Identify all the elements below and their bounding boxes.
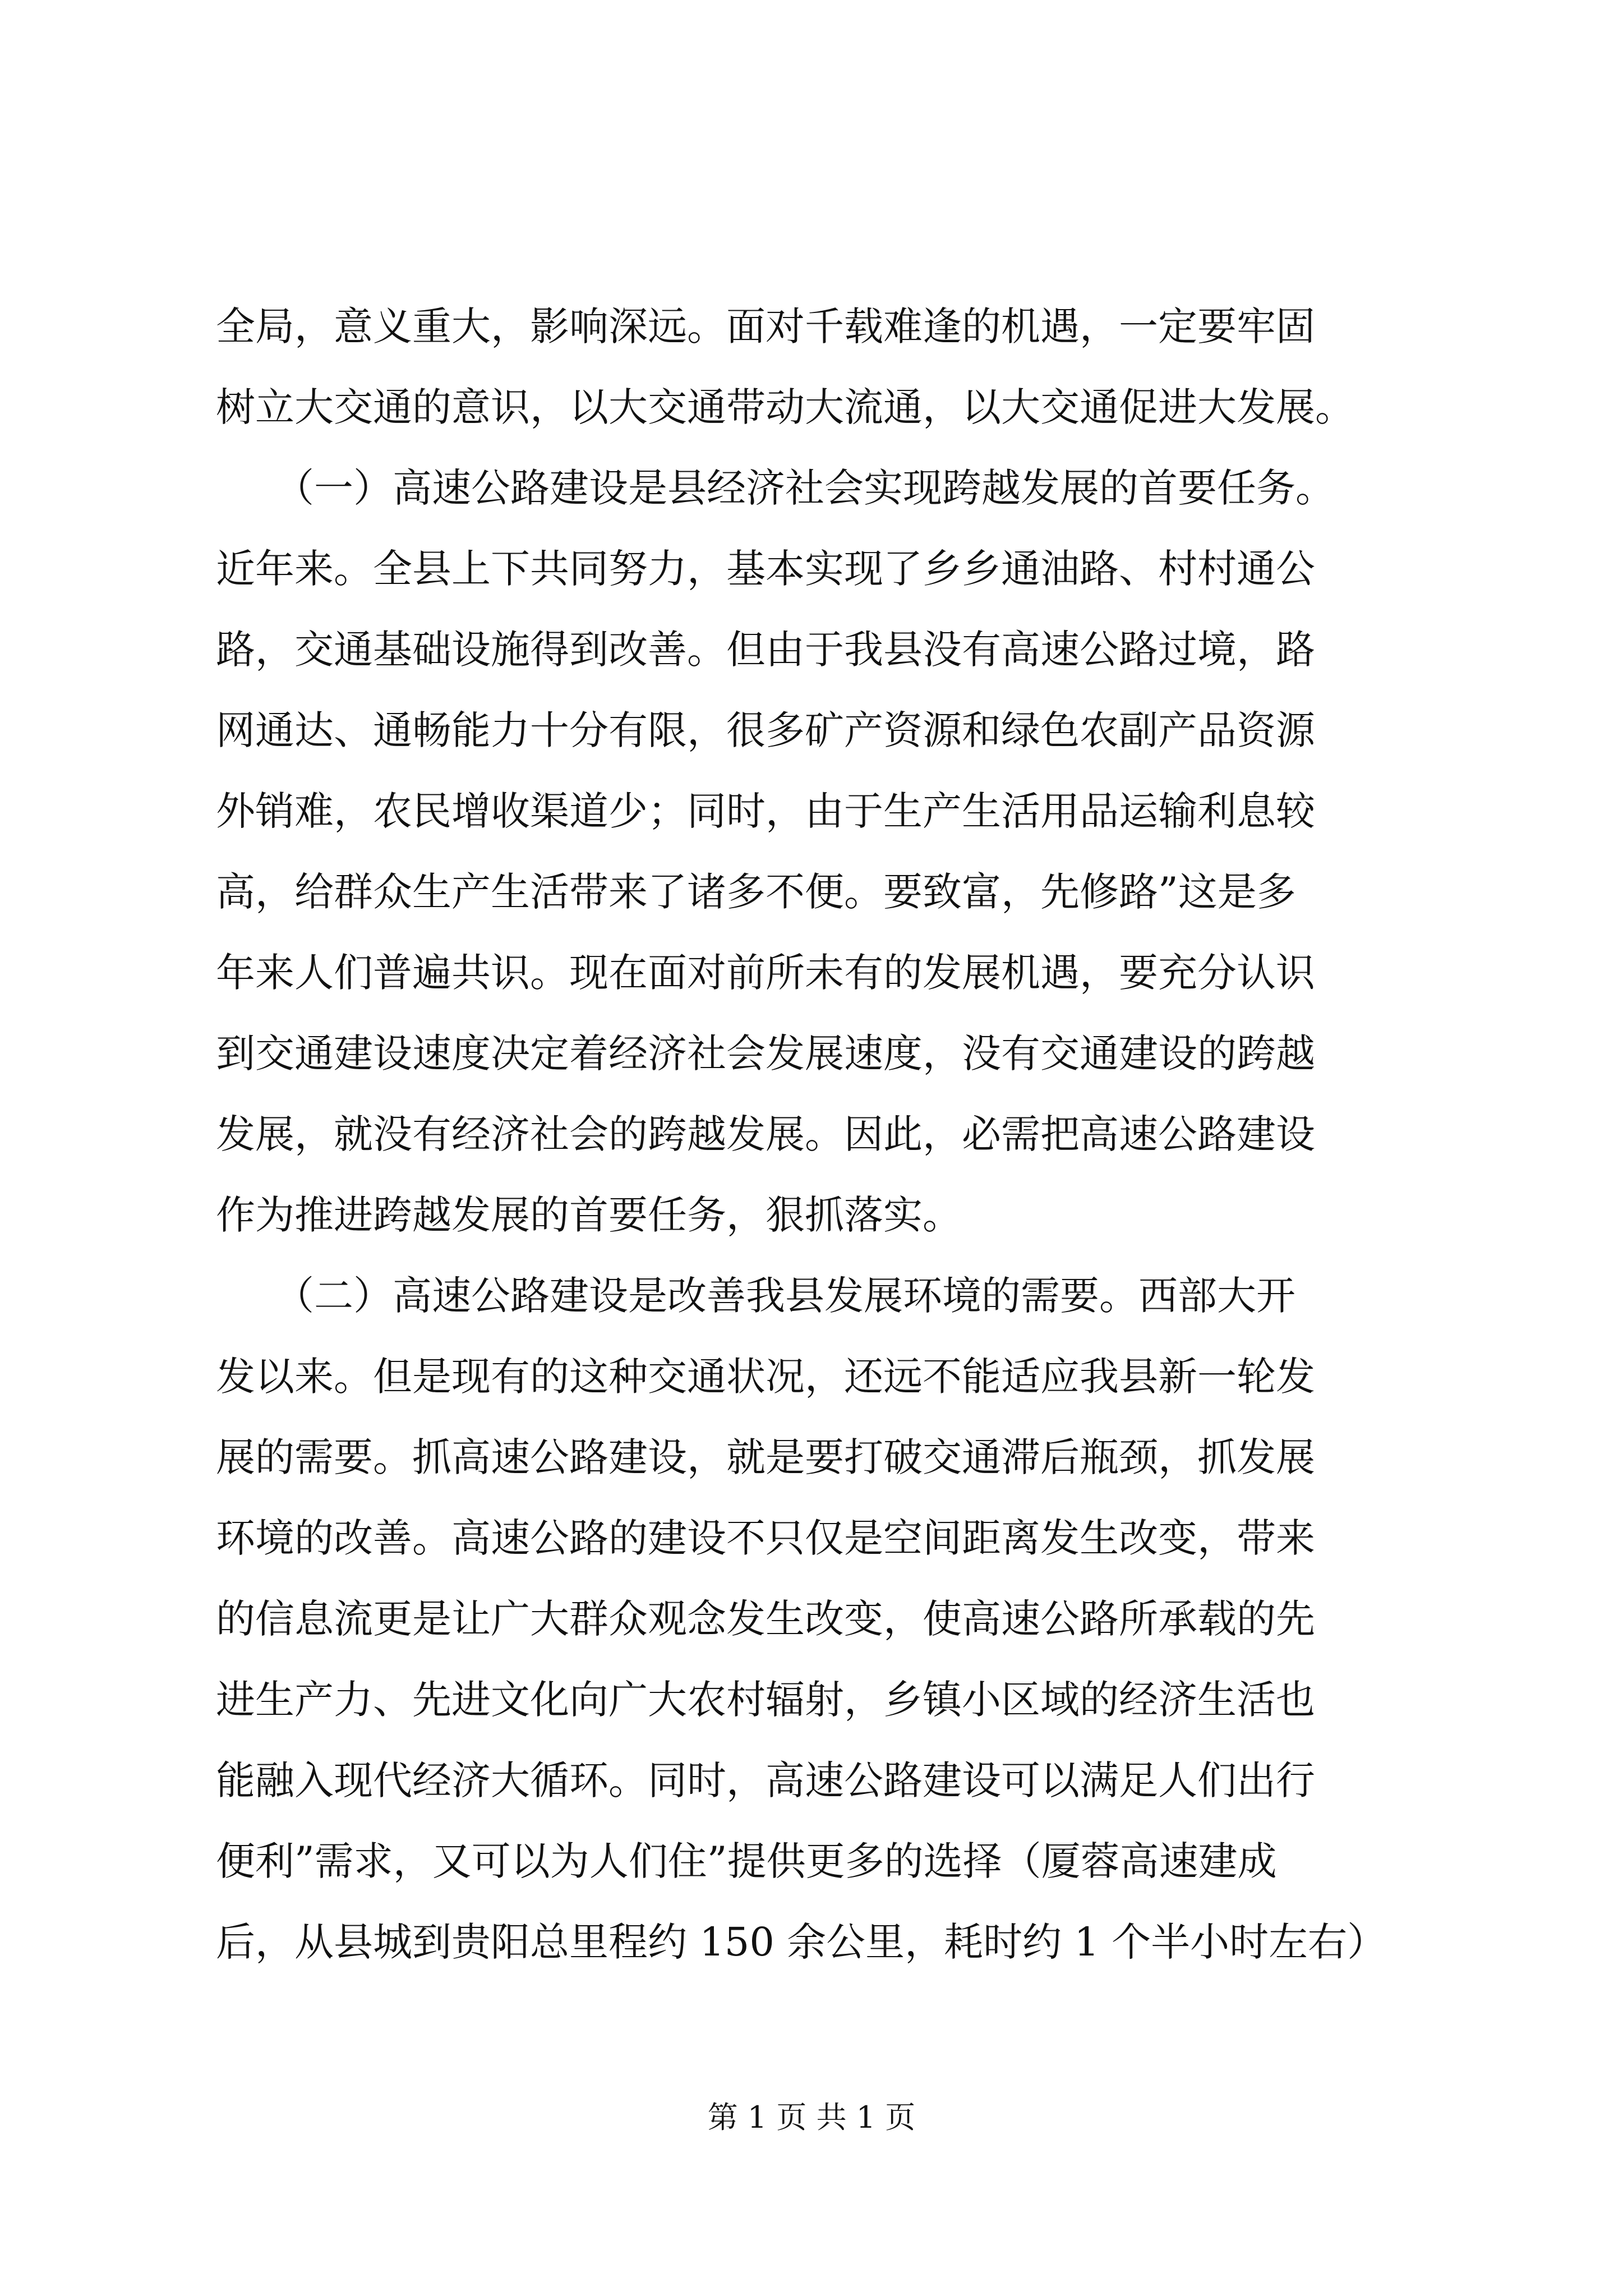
text-line: 后，从县城到贵阳总里程约 150 余公里，耗时约 1 个半小时左右） xyxy=(216,1919,1387,1965)
text-line: 作为推进跨越发展的首要任务，狠抓落实。 xyxy=(216,1192,962,1238)
text-line: 环境的改善。高速公路的建设不只仅是空间距离发生改变，带来 xyxy=(216,1515,1315,1561)
text-line: 发展，就没有经济社会的跨越发展。因此，必需把高速公路建设 xyxy=(216,1111,1315,1157)
text-line: 展的需要。抓高速公路建设，就是要打破交通滞后瓶颈，抓发展 xyxy=(216,1434,1315,1480)
text-line: 年来人们普遍共识。现在面对前所未有的发展机遇，要充分认识 xyxy=(216,950,1315,996)
paragraph-heading-line: （二）高速公路建设是改善我县发展环境的需要。西部大开 xyxy=(216,1273,1295,1319)
text-line: 树立大交通的意识，以大交通带动大流通，以大交通促进大发展。 xyxy=(216,384,1354,430)
text-line: 便利”需求，又可以为人们住”提供更多的选择（厦蓉高速建成 xyxy=(216,1838,1277,1884)
text-line: 的信息流更是让广大群众观念发生改变，使高速公路所承载的先 xyxy=(216,1596,1315,1642)
paragraph-heading-line: （一）高速公路建设是县经济社会实现跨越发展的首要任务。 xyxy=(216,465,1335,511)
text-line: 进生产力、先进文化向广大农村辐射，乡镇小区域的经济生活也 xyxy=(216,1677,1315,1723)
document-body xyxy=(216,286,1416,1982)
text-line: 到交通建设速度决定着经济社会发展速度，没有交通建设的跨越 xyxy=(216,1030,1315,1076)
text-line: 外销难，农民增收渠道少；同时，由于生产生活用品运输利息较 xyxy=(216,788,1315,834)
text-line: 能融入现代经济大循环。同时，高速公路建设可以满足人们出行 xyxy=(216,1757,1315,1803)
text-line: 路，交通基础设施得到改善。但由于我县没有高速公路过境，路 xyxy=(216,627,1315,673)
page-number-footer: 第 1 页 共 1 页 xyxy=(707,2100,916,2135)
text-line: 高，给群众生产生活带来了诸多不便。要致富，先修路”这是多 xyxy=(216,869,1296,915)
text-line: 发以来。但是现有的这种交通状况，还远不能适应我县新一轮发 xyxy=(216,1354,1315,1400)
text-line: 网通达、通畅能力十分有限，很多矿产资源和绿色农副产品资源 xyxy=(216,707,1315,753)
text-line: 全局，意义重大，影响深远。面对千载难逢的机遇，一定要牢固 xyxy=(216,303,1315,349)
text-line: 近年来。全县上下共同努力，基本实现了乡乡通油路、村村通公 xyxy=(216,546,1315,592)
